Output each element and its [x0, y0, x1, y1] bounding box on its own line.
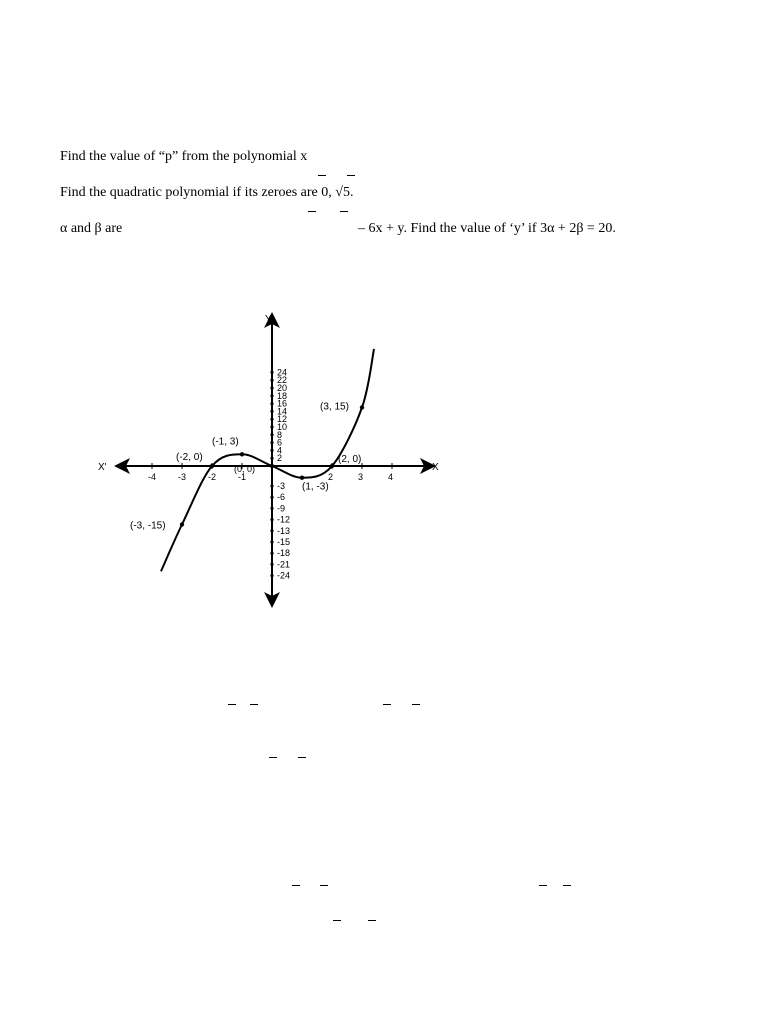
x-tick-label: -3	[178, 472, 187, 482]
y-tick-mark	[270, 484, 273, 487]
x-tick-label: 2	[328, 472, 334, 482]
y-tick-label: 4	[277, 445, 283, 456]
dash-mark	[340, 211, 348, 212]
y-tick-mark	[270, 394, 273, 397]
dash-mark	[320, 885, 328, 886]
dash-mark	[292, 885, 300, 886]
y-tick-label: -24	[277, 570, 291, 581]
x-tick-label: 4	[388, 472, 394, 482]
dash-mark	[539, 885, 547, 886]
y-tick-mark	[270, 425, 273, 428]
y-tick-mark	[270, 410, 273, 413]
y-tick-label: 10	[277, 422, 288, 432]
point-label: (-2, 0)	[176, 452, 203, 463]
dash-mark	[308, 211, 316, 212]
x-tick-label: 3	[358, 472, 364, 482]
point-label: (3, 15)	[320, 401, 349, 413]
y-tick-mark	[270, 371, 273, 374]
y-tick-label: 16	[277, 398, 288, 409]
dash-mark	[318, 175, 326, 176]
y-tick-label: 14	[277, 406, 288, 417]
y-tick-label: 12	[277, 414, 288, 425]
y-axis-label: Y	[265, 314, 272, 325]
point-label: (2, 0)	[338, 454, 362, 465]
y-tick-label: 20	[277, 383, 288, 393]
dash-mark	[383, 704, 391, 705]
x-tick-label: -1	[238, 472, 247, 482]
data-point	[300, 476, 304, 480]
polynomial-graph	[0, 300, 768, 920]
y-tick-label: -6	[277, 492, 286, 503]
y-tick-mark	[270, 518, 273, 521]
y-tick-mark	[270, 449, 273, 452]
y-tick-mark	[270, 441, 273, 444]
y-tick-mark	[270, 540, 273, 543]
dash-mark	[347, 175, 355, 176]
x-tick-label: -4	[148, 472, 157, 482]
question-2: Find the quadratic polynomial if its zeroes are 0, √5.	[60, 185, 354, 200]
y-tick-label: -13	[277, 525, 291, 536]
point-label: (1, -3)	[302, 481, 329, 493]
x-axis-label-negative: X'	[98, 462, 107, 473]
y-tick-mark	[270, 529, 273, 532]
y-tick-mark	[270, 402, 273, 405]
y-tick-label: 2	[277, 453, 283, 464]
y-tick-mark	[270, 552, 273, 555]
y-tick-label: -15	[277, 537, 291, 547]
data-point	[270, 464, 274, 468]
y-tick-mark	[270, 507, 273, 510]
y-tick-mark	[270, 418, 273, 421]
y-tick-mark	[270, 379, 273, 382]
y-tick-label: -18	[277, 548, 291, 559]
y-tick-label: -12	[277, 514, 291, 525]
y-tick-label: 18	[277, 390, 288, 401]
y-tick-label: -3	[277, 481, 286, 491]
y-tick-label: -21	[277, 559, 291, 570]
dash-mark	[368, 920, 376, 921]
y-tick-label: 24	[277, 367, 288, 378]
question-3-start: α and β are	[60, 221, 123, 236]
data-point	[180, 522, 184, 526]
y-tick-mark	[270, 457, 273, 460]
y-tick-mark	[270, 386, 273, 389]
x-axis-label: X	[432, 462, 439, 473]
dash-mark	[333, 920, 341, 921]
dash-mark	[250, 704, 258, 705]
y-tick-mark	[270, 496, 273, 499]
data-point	[240, 452, 244, 456]
question-3-end: – 6x + y. Find the value of ‘y’ if 3α + 2β = 20.	[358, 221, 616, 236]
y-tick-mark	[270, 574, 273, 577]
y-tick-label: -9	[277, 503, 286, 514]
point-label: (0, 0)	[234, 464, 256, 474]
point-label: (-3, -15)	[130, 520, 166, 532]
y-tick-mark	[270, 563, 273, 566]
dash-mark	[298, 757, 306, 758]
dash-mark	[228, 704, 236, 705]
y-tick-label: 8	[277, 429, 283, 440]
point-label: (-1, 3)	[212, 436, 239, 448]
dash-mark	[563, 885, 571, 886]
question-1: Find the value of “p” from the polynomial x	[60, 149, 308, 164]
data-point	[360, 405, 364, 409]
data-point	[210, 464, 214, 468]
x-tick-label: -2	[208, 472, 217, 482]
data-point	[330, 464, 334, 468]
dash-mark	[269, 757, 277, 758]
y-tick-label: 22	[277, 375, 288, 386]
y-tick-mark	[270, 433, 273, 436]
y-tick-label: 6	[277, 437, 283, 448]
dash-mark	[412, 704, 420, 705]
